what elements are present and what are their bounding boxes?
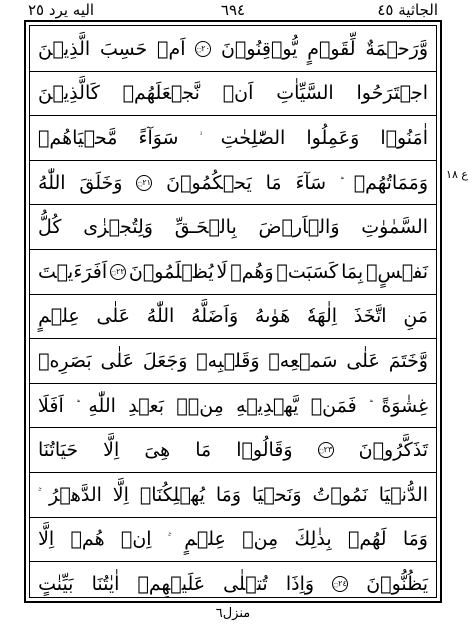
ayah-number-marker: ۝٢٤ (332, 576, 348, 592)
word: وَّخَتَمَ (388, 349, 428, 372)
text-line (30, 562, 436, 607)
word: عَلٰى (346, 349, 380, 372)
word: بِذٰلِكَ (294, 528, 332, 551)
ruku-margin-note: ع ١٨ (446, 168, 468, 181)
word: اِلَّا (112, 483, 129, 506)
word: سَمۡعِهٖ (268, 349, 338, 372)
word: اللّٰهُ (146, 305, 175, 328)
word: بَعۡدِ (128, 394, 165, 417)
word: فَمَنۡ (310, 394, 357, 417)
text-line (30, 384, 436, 429)
word: مَنِ (403, 305, 428, 328)
word: اٰيٰتُنَا (91, 573, 120, 596)
word: وَهُمۡ (230, 260, 274, 283)
word: سَوَآءً (138, 126, 179, 149)
word: مَّحۡيَاهُمۡ (38, 126, 118, 149)
word: تُتۡلٰى (223, 573, 268, 596)
word: لِّقَوۡمٍ (307, 37, 356, 60)
word: وَخَلَقَ (79, 171, 123, 194)
word: وَاِذَا (285, 573, 315, 596)
word: الدُّنۡيَا (378, 483, 428, 506)
word: عَلَيۡهِمۡ (137, 573, 206, 596)
text-line (30, 27, 436, 72)
ayah-number-marker: ۝٢٢ (110, 264, 126, 280)
text-line (30, 518, 436, 563)
word: هَوٰٮهُ (254, 305, 291, 328)
page-number: ٦٩٤ (220, 1, 246, 19)
word: اِلَّا (38, 528, 55, 551)
word: يَحۡكُمُوۡنَ (166, 171, 252, 194)
word: تَذَكَّرُوۡنَ (358, 439, 428, 462)
word: عِلۡمٍ (38, 305, 80, 328)
ayah-number-marker: ۝٢٠ (195, 41, 211, 57)
word: اِلَّا (103, 439, 120, 462)
word: وَلِتُجۡزٰى (83, 216, 153, 239)
word: نَمُوۡتُ (312, 483, 368, 506)
word: بَصَرِهٖ (38, 349, 92, 372)
ayah-number-marker: ۝٢١ (136, 175, 152, 191)
word: مَا (195, 439, 212, 462)
word: مَا (265, 171, 282, 194)
word: اَفَرَءَيۡتَ (38, 260, 108, 283)
word: اِنۡ (120, 528, 152, 551)
word: لَا (216, 260, 228, 283)
text-line (30, 295, 436, 340)
word: هِىَ (144, 439, 171, 462)
text-line (30, 205, 436, 250)
word: وَقَلۡبِهٖ (196, 349, 260, 372)
word: اللّٰهُ (38, 171, 66, 194)
word: الَّذِيۡنَ (38, 37, 91, 60)
word: مِنۡ (242, 528, 279, 551)
word: الصّٰلِحٰتِ (220, 126, 286, 149)
word: كَالَّذِيۡنَ (38, 82, 100, 105)
word: اَفَلَا (38, 394, 64, 417)
text-line (30, 250, 436, 295)
word: يُّوۡقِنُوۡنَ (220, 37, 298, 60)
word: الدَّهۡرُ (48, 483, 102, 506)
surah-name: الجاثية ٤٥ (377, 1, 438, 19)
word: وَمَا (402, 528, 428, 551)
word: يَّهۡدِيۡهِ (236, 394, 299, 417)
word: مِنۡۢ (176, 394, 224, 417)
word: نَفۡسٍۢ (366, 260, 428, 283)
juz-name: اليه يرد ٢٥ (28, 1, 95, 19)
text-line (30, 72, 436, 117)
text-line (30, 428, 436, 473)
word: اِلٰهَهٗ (307, 305, 338, 328)
word: اتَّخَذَ (353, 305, 387, 328)
word: حَيَاتُنَا (38, 439, 79, 462)
word: وَّرَحۡمَةٌ (365, 37, 428, 60)
word: وَجَعَلَ (142, 349, 188, 372)
word: وَمَا (215, 483, 242, 506)
word: السَّيِّاٰتِ (276, 82, 334, 105)
word: وَالۡاَرۡضَ (258, 216, 340, 239)
word: يَظُنُّوۡنَ (366, 573, 428, 596)
word: وَعَمِلُوا (306, 126, 360, 149)
word: وَاَضَلَّهُ (191, 305, 239, 328)
word: كَسَبَتۡ (276, 260, 339, 283)
word: السَّمٰوٰتِ (361, 216, 428, 239)
word: عِلۡمٍ (184, 528, 226, 551)
word: هُمۡ (70, 528, 105, 551)
word: اَنۡ (222, 82, 254, 105)
text-line (30, 161, 436, 206)
word: بَيِّنٰتٍ (38, 573, 74, 596)
word: اللّٰهِ (88, 394, 116, 417)
word: يُهۡلِكُنَاۤ (139, 483, 205, 506)
text-line (30, 339, 436, 384)
text-line (30, 116, 436, 161)
word: غِشٰوَةً (381, 394, 428, 417)
ayah-number-marker: ۝٢٣ (318, 442, 334, 458)
word: عَلٰى (100, 349, 135, 372)
word: كُلُّ (38, 216, 62, 239)
word: نَّجۡعَلَهُمۡ (122, 82, 200, 105)
word: بِالۡحَـقِّ (174, 216, 237, 239)
word: وَنَحۡيَا (251, 483, 302, 506)
word: عَلٰى (96, 305, 130, 328)
page-header (24, 0, 442, 20)
word: اٰمَنُوۡا (380, 126, 428, 149)
word: لَهُمۡ (347, 528, 387, 551)
word: حَسِبَ (99, 37, 148, 60)
word: يُظۡلَمُوۡنَ (128, 260, 214, 283)
word: اجۡتَرَحُوا (356, 82, 428, 105)
text-line (30, 473, 436, 518)
word: وَمَمَاتُهُمۡ (353, 171, 428, 194)
word: بِمَا (341, 260, 364, 283)
word: اَمۡ (157, 37, 186, 60)
word: سَآءَ (295, 171, 327, 194)
manzil-footer: منزل٦ (215, 606, 251, 621)
word: وَقَالُوۡا (236, 439, 293, 462)
